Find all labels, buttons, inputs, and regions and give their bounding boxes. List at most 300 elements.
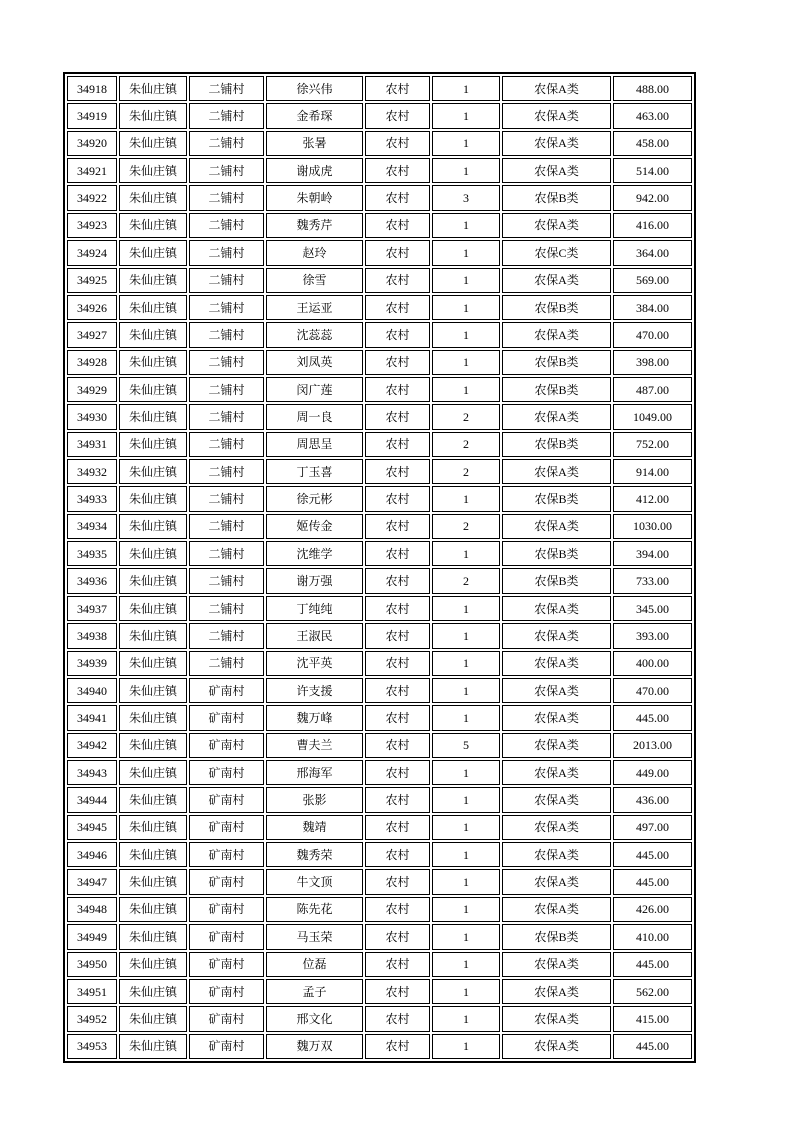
cell-village: 矿南村 xyxy=(189,842,264,867)
cell-town: 朱仙庄镇 xyxy=(119,432,187,457)
cell-town: 朱仙庄镇 xyxy=(119,760,187,785)
cell-count: 1 xyxy=(432,623,500,648)
table-row xyxy=(67,213,692,238)
cell-town: 朱仙庄镇 xyxy=(119,350,187,375)
cell-residence: 农村 xyxy=(365,678,430,703)
cell-residence: 农村 xyxy=(365,924,430,949)
cell-village: 矿南村 xyxy=(189,733,264,758)
cell-residence: 农村 xyxy=(365,596,430,621)
table-row xyxy=(67,377,692,402)
cell-amount: 412.00 xyxy=(613,486,692,511)
cell-residence: 农村 xyxy=(365,623,430,648)
cell-category: 农保A类 xyxy=(502,842,611,867)
cell-name: 姬传金 xyxy=(266,514,363,539)
cell-residence: 农村 xyxy=(365,103,430,128)
cell-name: 曹夫兰 xyxy=(266,733,363,758)
cell-town: 朱仙庄镇 xyxy=(119,815,187,840)
cell-count: 1 xyxy=(432,651,500,676)
cell-amount: 449.00 xyxy=(613,760,692,785)
cell-residence: 农村 xyxy=(365,322,430,347)
cell-name: 丁纯纯 xyxy=(266,596,363,621)
cell-category: 农保A类 xyxy=(502,158,611,183)
cell-village: 二铺村 xyxy=(189,76,264,101)
cell-village: 二铺村 xyxy=(189,541,264,566)
cell-amount: 345.00 xyxy=(613,596,692,621)
cell-count: 1 xyxy=(432,103,500,128)
cell-town: 朱仙庄镇 xyxy=(119,377,187,402)
cell-category: 农保B类 xyxy=(502,486,611,511)
cell-serial: 34924 xyxy=(67,240,117,265)
cell-village: 二铺村 xyxy=(189,623,264,648)
cell-category: 农保A类 xyxy=(502,213,611,238)
cell-village: 二铺村 xyxy=(189,103,264,128)
cell-village: 矿南村 xyxy=(189,705,264,730)
cell-count: 1 xyxy=(432,979,500,1004)
cell-village: 矿南村 xyxy=(189,924,264,949)
cell-town: 朱仙庄镇 xyxy=(119,404,187,429)
cell-amount: 416.00 xyxy=(613,213,692,238)
cell-count: 1 xyxy=(432,240,500,265)
cell-count: 1 xyxy=(432,268,500,293)
cell-village: 二铺村 xyxy=(189,377,264,402)
cell-village: 矿南村 xyxy=(189,787,264,812)
cell-count: 2 xyxy=(432,432,500,457)
cell-serial: 34946 xyxy=(67,842,117,867)
cell-count: 3 xyxy=(432,185,500,210)
cell-amount: 384.00 xyxy=(613,295,692,320)
cell-name: 张影 xyxy=(266,787,363,812)
insurance-payment-table xyxy=(63,72,696,1063)
cell-amount: 445.00 xyxy=(613,952,692,977)
cell-serial: 34953 xyxy=(67,1034,117,1059)
table-row xyxy=(67,103,692,128)
table-row xyxy=(67,514,692,539)
cell-residence: 农村 xyxy=(365,541,430,566)
cell-residence: 农村 xyxy=(365,158,430,183)
table-row xyxy=(67,350,692,375)
cell-serial: 34944 xyxy=(67,787,117,812)
cell-amount: 463.00 xyxy=(613,103,692,128)
cell-town: 朱仙庄镇 xyxy=(119,185,187,210)
cell-count: 5 xyxy=(432,733,500,758)
table-row xyxy=(67,678,692,703)
cell-serial: 34923 xyxy=(67,213,117,238)
cell-serial: 34950 xyxy=(67,952,117,977)
cell-amount: 1049.00 xyxy=(613,404,692,429)
cell-count: 1 xyxy=(432,815,500,840)
cell-name: 魏秀荣 xyxy=(266,842,363,867)
cell-serial: 34948 xyxy=(67,897,117,922)
cell-residence: 农村 xyxy=(365,432,430,457)
cell-name: 刘凤英 xyxy=(266,350,363,375)
cell-village: 二铺村 xyxy=(189,596,264,621)
cell-serial: 34932 xyxy=(67,459,117,484)
cell-town: 朱仙庄镇 xyxy=(119,541,187,566)
cell-count: 1 xyxy=(432,924,500,949)
cell-village: 二铺村 xyxy=(189,486,264,511)
cell-town: 朱仙庄镇 xyxy=(119,678,187,703)
cell-name: 沈蕊蕊 xyxy=(266,322,363,347)
table-row xyxy=(67,979,692,1004)
cell-count: 1 xyxy=(432,869,500,894)
cell-category: 农保A类 xyxy=(502,103,611,128)
cell-residence: 农村 xyxy=(365,705,430,730)
cell-name: 邢海军 xyxy=(266,760,363,785)
cell-serial: 34934 xyxy=(67,514,117,539)
table-row xyxy=(67,131,692,156)
table-row xyxy=(67,733,692,758)
cell-name: 陈先花 xyxy=(266,897,363,922)
cell-name: 丁玉喜 xyxy=(266,459,363,484)
cell-serial: 34941 xyxy=(67,705,117,730)
cell-amount: 470.00 xyxy=(613,678,692,703)
cell-count: 1 xyxy=(432,350,500,375)
cell-amount: 400.00 xyxy=(613,651,692,676)
cell-village: 二铺村 xyxy=(189,158,264,183)
cell-residence: 农村 xyxy=(365,897,430,922)
cell-residence: 农村 xyxy=(365,1034,430,1059)
cell-residence: 农村 xyxy=(365,869,430,894)
cell-residence: 农村 xyxy=(365,213,430,238)
cell-town: 朱仙庄镇 xyxy=(119,596,187,621)
table-row xyxy=(67,651,692,676)
cell-serial: 34927 xyxy=(67,322,117,347)
cell-amount: 914.00 xyxy=(613,459,692,484)
cell-residence: 农村 xyxy=(365,185,430,210)
cell-residence: 农村 xyxy=(365,979,430,1004)
cell-village: 矿南村 xyxy=(189,815,264,840)
cell-amount: 488.00 xyxy=(613,76,692,101)
cell-count: 1 xyxy=(432,486,500,511)
cell-town: 朱仙庄镇 xyxy=(119,459,187,484)
table-row xyxy=(67,623,692,648)
cell-name: 金希琛 xyxy=(266,103,363,128)
cell-name: 周思呈 xyxy=(266,432,363,457)
cell-category: 农保B类 xyxy=(502,924,611,949)
cell-village: 矿南村 xyxy=(189,760,264,785)
cell-count: 2 xyxy=(432,459,500,484)
cell-town: 朱仙庄镇 xyxy=(119,623,187,648)
cell-name: 魏万峰 xyxy=(266,705,363,730)
table-row xyxy=(67,568,692,593)
table-row xyxy=(67,1034,692,1059)
table-row xyxy=(67,897,692,922)
cell-residence: 农村 xyxy=(365,76,430,101)
cell-town: 朱仙庄镇 xyxy=(119,514,187,539)
cell-village: 二铺村 xyxy=(189,350,264,375)
cell-count: 1 xyxy=(432,952,500,977)
table-row xyxy=(67,240,692,265)
cell-category: 农保A类 xyxy=(502,404,611,429)
cell-village: 矿南村 xyxy=(189,678,264,703)
cell-category: 农保C类 xyxy=(502,240,611,265)
cell-name: 孟子 xyxy=(266,979,363,1004)
cell-category: 农保A类 xyxy=(502,979,611,1004)
cell-residence: 农村 xyxy=(365,131,430,156)
cell-count: 1 xyxy=(432,787,500,812)
cell-amount: 398.00 xyxy=(613,350,692,375)
table-row xyxy=(67,459,692,484)
cell-village: 矿南村 xyxy=(189,869,264,894)
cell-village: 二铺村 xyxy=(189,131,264,156)
cell-amount: 752.00 xyxy=(613,432,692,457)
table-body xyxy=(67,76,692,1059)
cell-amount: 426.00 xyxy=(613,897,692,922)
cell-name: 徐雪 xyxy=(266,268,363,293)
cell-serial: 34951 xyxy=(67,979,117,1004)
cell-residence: 农村 xyxy=(365,568,430,593)
cell-category: 农保A类 xyxy=(502,514,611,539)
cell-count: 1 xyxy=(432,377,500,402)
cell-serial: 34937 xyxy=(67,596,117,621)
cell-town: 朱仙庄镇 xyxy=(119,486,187,511)
cell-name: 马玉荣 xyxy=(266,924,363,949)
cell-town: 朱仙庄镇 xyxy=(119,240,187,265)
cell-serial: 34933 xyxy=(67,486,117,511)
cell-amount: 569.00 xyxy=(613,268,692,293)
cell-count: 1 xyxy=(432,131,500,156)
cell-village: 二铺村 xyxy=(189,404,264,429)
cell-serial: 34929 xyxy=(67,377,117,402)
cell-category: 农保A类 xyxy=(502,1034,611,1059)
table-row xyxy=(67,705,692,730)
cell-name: 谢成虎 xyxy=(266,158,363,183)
cell-town: 朱仙庄镇 xyxy=(119,924,187,949)
cell-village: 二铺村 xyxy=(189,295,264,320)
cell-count: 1 xyxy=(432,760,500,785)
cell-count: 1 xyxy=(432,76,500,101)
cell-name: 位磊 xyxy=(266,952,363,977)
cell-amount: 497.00 xyxy=(613,815,692,840)
cell-amount: 436.00 xyxy=(613,787,692,812)
cell-category: 农保A类 xyxy=(502,651,611,676)
cell-count: 1 xyxy=(432,1034,500,1059)
cell-town: 朱仙庄镇 xyxy=(119,213,187,238)
table-row xyxy=(67,158,692,183)
cell-category: 农保A类 xyxy=(502,815,611,840)
cell-serial: 34920 xyxy=(67,131,117,156)
cell-village: 矿南村 xyxy=(189,1006,264,1031)
cell-amount: 393.00 xyxy=(613,623,692,648)
cell-name: 赵玲 xyxy=(266,240,363,265)
cell-residence: 农村 xyxy=(365,842,430,867)
table-row xyxy=(67,952,692,977)
table-row xyxy=(67,76,692,101)
cell-serial: 34947 xyxy=(67,869,117,894)
cell-category: 农保A类 xyxy=(502,869,611,894)
cell-town: 朱仙庄镇 xyxy=(119,158,187,183)
cell-serial: 34949 xyxy=(67,924,117,949)
cell-town: 朱仙庄镇 xyxy=(119,869,187,894)
cell-town: 朱仙庄镇 xyxy=(119,952,187,977)
cell-town: 朱仙庄镇 xyxy=(119,897,187,922)
cell-residence: 农村 xyxy=(365,815,430,840)
cell-count: 1 xyxy=(432,295,500,320)
cell-name: 邢文化 xyxy=(266,1006,363,1031)
cell-town: 朱仙庄镇 xyxy=(119,1006,187,1031)
cell-name: 魏靖 xyxy=(266,815,363,840)
cell-town: 朱仙庄镇 xyxy=(119,131,187,156)
cell-name: 周一良 xyxy=(266,404,363,429)
cell-town: 朱仙庄镇 xyxy=(119,651,187,676)
cell-serial: 34925 xyxy=(67,268,117,293)
cell-residence: 农村 xyxy=(365,733,430,758)
table-row xyxy=(67,295,692,320)
table-row xyxy=(67,486,692,511)
cell-count: 1 xyxy=(432,705,500,730)
cell-serial: 34938 xyxy=(67,623,117,648)
cell-count: 1 xyxy=(432,1006,500,1031)
cell-serial: 34919 xyxy=(67,103,117,128)
cell-village: 二铺村 xyxy=(189,568,264,593)
cell-name: 谢万强 xyxy=(266,568,363,593)
cell-residence: 农村 xyxy=(365,295,430,320)
cell-town: 朱仙庄镇 xyxy=(119,1034,187,1059)
table-row xyxy=(67,1006,692,1031)
cell-category: 农保A类 xyxy=(502,678,611,703)
cell-name: 牛文顶 xyxy=(266,869,363,894)
table-row xyxy=(67,815,692,840)
cell-amount: 514.00 xyxy=(613,158,692,183)
cell-category: 农保A类 xyxy=(502,623,611,648)
table-row xyxy=(67,596,692,621)
cell-name: 沈维学 xyxy=(266,541,363,566)
table-row xyxy=(67,322,692,347)
cell-serial: 34930 xyxy=(67,404,117,429)
cell-amount: 445.00 xyxy=(613,842,692,867)
cell-count: 2 xyxy=(432,404,500,429)
cell-residence: 农村 xyxy=(365,486,430,511)
cell-amount: 470.00 xyxy=(613,322,692,347)
cell-count: 2 xyxy=(432,514,500,539)
cell-serial: 34945 xyxy=(67,815,117,840)
cell-village: 矿南村 xyxy=(189,952,264,977)
cell-name: 魏秀芹 xyxy=(266,213,363,238)
cell-name: 魏万双 xyxy=(266,1034,363,1059)
cell-amount: 445.00 xyxy=(613,869,692,894)
cell-amount: 415.00 xyxy=(613,1006,692,1031)
table-row xyxy=(67,185,692,210)
cell-count: 2 xyxy=(432,568,500,593)
cell-category: 农保A类 xyxy=(502,322,611,347)
cell-town: 朱仙庄镇 xyxy=(119,787,187,812)
cell-category: 农保A类 xyxy=(502,952,611,977)
cell-residence: 农村 xyxy=(365,1006,430,1031)
cell-name: 王运亚 xyxy=(266,295,363,320)
cell-name: 徐元彬 xyxy=(266,486,363,511)
cell-serial: 34942 xyxy=(67,733,117,758)
cell-residence: 农村 xyxy=(365,952,430,977)
cell-category: 农保B类 xyxy=(502,377,611,402)
cell-category: 农保A类 xyxy=(502,268,611,293)
cell-residence: 农村 xyxy=(365,268,430,293)
cell-village: 二铺村 xyxy=(189,213,264,238)
cell-town: 朱仙庄镇 xyxy=(119,842,187,867)
cell-town: 朱仙庄镇 xyxy=(119,979,187,1004)
cell-amount: 458.00 xyxy=(613,131,692,156)
cell-amount: 1030.00 xyxy=(613,514,692,539)
cell-residence: 农村 xyxy=(365,787,430,812)
cell-category: 农保A类 xyxy=(502,733,611,758)
cell-residence: 农村 xyxy=(365,404,430,429)
cell-category: 农保B类 xyxy=(502,432,611,457)
cell-residence: 农村 xyxy=(365,377,430,402)
cell-count: 1 xyxy=(432,842,500,867)
cell-category: 农保A类 xyxy=(502,787,611,812)
cell-category: 农保A类 xyxy=(502,897,611,922)
cell-name: 朱朝岭 xyxy=(266,185,363,210)
cell-village: 二铺村 xyxy=(189,432,264,457)
table-row xyxy=(67,842,692,867)
cell-village: 二铺村 xyxy=(189,268,264,293)
cell-residence: 农村 xyxy=(365,514,430,539)
cell-serial: 34939 xyxy=(67,651,117,676)
cell-name: 徐兴伟 xyxy=(266,76,363,101)
cell-category: 农保B类 xyxy=(502,541,611,566)
cell-amount: 2013.00 xyxy=(613,733,692,758)
cell-village: 二铺村 xyxy=(189,185,264,210)
cell-amount: 364.00 xyxy=(613,240,692,265)
cell-village: 二铺村 xyxy=(189,240,264,265)
cell-amount: 445.00 xyxy=(613,1034,692,1059)
cell-amount: 487.00 xyxy=(613,377,692,402)
cell-name: 闵广莲 xyxy=(266,377,363,402)
cell-residence: 农村 xyxy=(365,350,430,375)
cell-village: 二铺村 xyxy=(189,651,264,676)
table-row xyxy=(67,541,692,566)
cell-serial: 34921 xyxy=(67,158,117,183)
cell-amount: 562.00 xyxy=(613,979,692,1004)
cell-village: 二铺村 xyxy=(189,459,264,484)
cell-category: 农保A类 xyxy=(502,459,611,484)
cell-serial: 34943 xyxy=(67,760,117,785)
table-row xyxy=(67,268,692,293)
cell-village: 矿南村 xyxy=(189,1034,264,1059)
cell-name: 张暑 xyxy=(266,131,363,156)
cell-village: 二铺村 xyxy=(189,514,264,539)
cell-residence: 农村 xyxy=(365,240,430,265)
cell-name: 许支援 xyxy=(266,678,363,703)
cell-residence: 农村 xyxy=(365,651,430,676)
cell-town: 朱仙庄镇 xyxy=(119,733,187,758)
cell-serial: 34931 xyxy=(67,432,117,457)
table-row xyxy=(67,924,692,949)
cell-amount: 733.00 xyxy=(613,568,692,593)
table-row xyxy=(67,787,692,812)
cell-name: 王淑民 xyxy=(266,623,363,648)
cell-count: 1 xyxy=(432,322,500,347)
cell-category: 农保B类 xyxy=(502,185,611,210)
cell-town: 朱仙庄镇 xyxy=(119,268,187,293)
cell-serial: 34926 xyxy=(67,295,117,320)
cell-category: 农保B类 xyxy=(502,568,611,593)
cell-amount: 942.00 xyxy=(613,185,692,210)
cell-village: 二铺村 xyxy=(189,322,264,347)
cell-serial: 34940 xyxy=(67,678,117,703)
cell-count: 1 xyxy=(432,213,500,238)
cell-town: 朱仙庄镇 xyxy=(119,76,187,101)
cell-town: 朱仙庄镇 xyxy=(119,568,187,593)
cell-residence: 农村 xyxy=(365,459,430,484)
table-row xyxy=(67,760,692,785)
cell-count: 1 xyxy=(432,596,500,621)
cell-amount: 445.00 xyxy=(613,705,692,730)
cell-category: 农保A类 xyxy=(502,76,611,101)
cell-category: 农保A类 xyxy=(502,131,611,156)
cell-count: 1 xyxy=(432,541,500,566)
cell-name: 沈平英 xyxy=(266,651,363,676)
cell-category: 农保A类 xyxy=(502,760,611,785)
